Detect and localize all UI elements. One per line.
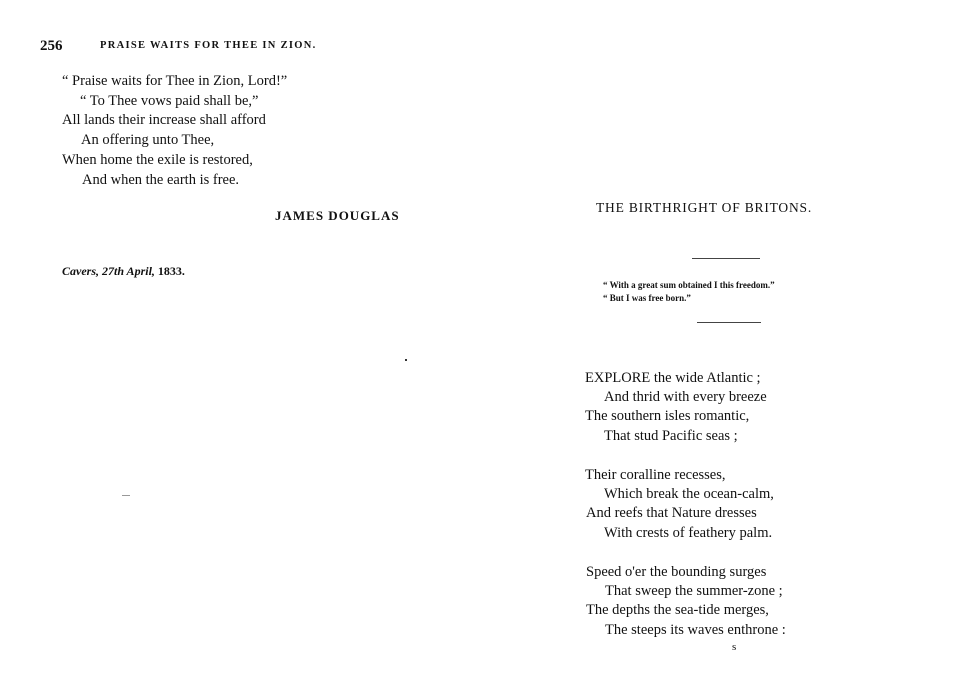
ornamental-rule-top xyxy=(692,258,760,259)
poem-line: An offering unto Thee, xyxy=(81,132,215,148)
poem-line: “ Praise waits for Thee in Zion, Lord!” xyxy=(62,73,288,89)
dateline xyxy=(62,264,185,279)
poem-line: All lands their increase shall afford xyxy=(62,112,266,128)
poem-line: That sweep the summer-zone ; xyxy=(605,583,783,599)
dateline-place: Cavers, 27th April, xyxy=(62,264,155,278)
poem-line: With crests of feathery palm. xyxy=(604,525,773,541)
poem-line: Their coralline recesses, xyxy=(585,467,726,483)
poem-line: The steeps its waves enthrone : xyxy=(605,622,786,638)
poem-line: “ To Thee vows paid shall be,” xyxy=(80,93,259,109)
poem-line: The depths the sea-tide merges, xyxy=(586,602,769,618)
running-head: PRAISE WAITS FOR THEE IN ZION. xyxy=(100,40,317,51)
author-signature: JAMES DOUGLAS xyxy=(275,208,400,223)
poem-line: EXPLORE the wide Atlantic ; xyxy=(585,370,761,386)
poem-title: THE BIRTHRIGHT OF BRITONS. xyxy=(596,200,813,215)
ink-speck xyxy=(405,359,407,361)
poem-line: And thrid with every breeze xyxy=(604,389,767,405)
poem-line: That stud Pacific seas ; xyxy=(604,428,738,444)
poem-line: The southern isles romantic, xyxy=(585,408,750,424)
page-number: 256 xyxy=(40,38,63,54)
epigraph-line: “ With a great sum obtained I this freedom.” xyxy=(603,280,775,290)
poem-line: And reefs that Nature dresses xyxy=(586,505,757,521)
dateline-year: 1833. xyxy=(157,264,185,278)
poem-line: And when the earth is free. xyxy=(82,172,240,188)
poem-line: When home the exile is restored, xyxy=(62,152,253,168)
ink-speck xyxy=(122,495,130,496)
ornamental-rule-bottom xyxy=(697,322,761,323)
printer-signature-mark: s xyxy=(732,641,737,653)
poem-line: Speed o'er the bounding surges xyxy=(586,564,767,580)
poem-line: Which break the ocean-calm, xyxy=(604,486,774,502)
epigraph-line: “ But I was free born.” xyxy=(603,293,691,303)
